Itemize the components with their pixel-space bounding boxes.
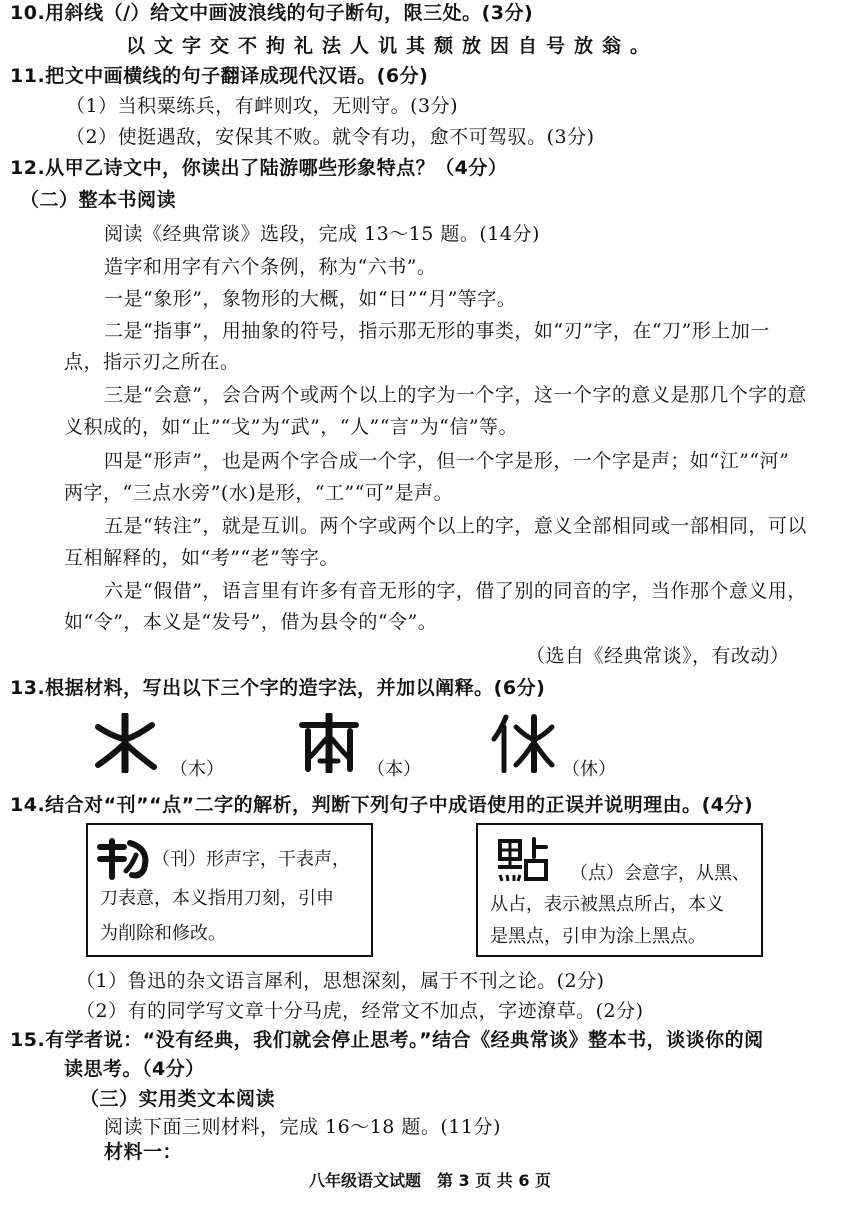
q10-title: 10.用斜线（/）给文中画波浪线的句子断句，限三处。(3分) (10, 2, 534, 24)
seal-caption-mu: （木） (170, 759, 224, 780)
passage-p4a: 三是“会意”，会合两个或两个以上的字为一个字，这一个字的意义是那几个字的意 (104, 384, 807, 406)
passage-p4b: 义积成的，如“止”“戈”为“武”，“人”“言”为“信”等。 (64, 416, 519, 438)
kan-explanation-box (86, 823, 373, 957)
passage-p2: 一是“象形”，象物形的大概，如“日”“月”等字。 (104, 288, 517, 310)
q11-title: 11.把文中画横线的句子翻译成现代汉语。(6分) (10, 65, 429, 87)
passage-p7b: 如“令”，本义是“发号”，借为县令的“令”。 (64, 611, 438, 633)
q12-title: 12.从甲乙诗文中，你读出了陆游哪些形象特点？（4分） (10, 157, 508, 179)
page-footer: 八年级语文试题 第 3 页 共 6 页 (308, 1171, 552, 1190)
passage-intro: 阅读《经典常谈》选段，完成 13～15 题。(14分) (104, 223, 540, 245)
passage-p3b: 点，指示刃之所在。 (64, 351, 240, 373)
dian-explanation-box (476, 823, 763, 957)
kan-line-3: 为削除和修改。 (100, 923, 226, 944)
q10-sentence: 以文字交不拘礼法人讥其颓放因自号放翁。 (126, 35, 659, 57)
q15-line-2: 读思考。（4分） (64, 1058, 205, 1080)
passage-p5b: 两字，“三点水旁”(水)是形，“工”“可”是声。 (64, 482, 454, 504)
section3-intro: 阅读下面三则材料，完成 16～18 题。(11分) (104, 1116, 501, 1138)
q11-sentence-2: （2）使挺遇敌，安保其不败。就令有功，愈不可驾驭。(3分) (66, 126, 595, 148)
passage-p5a: 四是“形声”，也是两个字合成一个字，但一个字是形，一个字是声；如“江”“河” (104, 450, 790, 472)
seal-ben-glyph-icon (296, 713, 362, 773)
q13-title: 13.根据材料，写出以下三个字的造字法，并加以阐释。(6分) (10, 677, 546, 699)
kan-line-2: 刀表意，本义指用刀刻，引申 (100, 888, 334, 909)
passage-p6a: 五是“转注”，就是互训。两个字或两个以上的字，意义全部相同或一部相同，可以 (104, 515, 807, 537)
q14-sentence-2: （2）有的同学写文章十分马虎，经常文不加点，字迹潦草。(2分) (76, 1000, 644, 1022)
passage-p1: 造字和用字有六个条例，称为“六书”。 (104, 256, 437, 278)
seal-dian-glyph-icon (496, 835, 552, 883)
dian-line-3: 是黑点，引申为涂上黑点。 (490, 926, 706, 947)
seal-mu-glyph-icon (92, 713, 158, 773)
section3-heading: （三）实用类文本阅读 (80, 1088, 276, 1110)
seal-xiu-glyph-icon (490, 713, 556, 773)
dian-line-2: 从占，表示被黑点所占，本义 (490, 894, 724, 915)
dian-line-1: （点）会意字，从黑、 (570, 863, 750, 884)
material-one-label: 材料一： (104, 1141, 183, 1163)
passage-p3a: 二是“指事”，用抽象的符号，指示那无形的事类，如“刃”字，在“刀”形上加一 (104, 320, 770, 342)
q14-title: 14.结合对“刊”“点”二字的解析，判断下列句子中成语使用的正误并说明理由。(4分) (10, 794, 754, 816)
q14-sentence-1: （1）鲁迅的杂文语言犀利，思想深刻，属于不刊之论。(2分) (76, 970, 605, 992)
kan-line-1: （刊）形声字，干表声， (152, 849, 350, 870)
q15-line-1: 15.有学者说：“没有经典，我们就会停止思考。”结合《经典常谈》整本书，谈谈你的阅 (10, 1029, 764, 1051)
seal-caption-ben: （本） (367, 759, 421, 780)
passage-p7a: 六是“假借”，语言里有许多有音无形的字，借了别的同音的字，当作那个意义用， (104, 580, 807, 602)
q11-sentence-1: （1）当积粟练兵，有衅则攻，无则守。(3分) (66, 95, 459, 117)
seal-caption-xiu: （休） (562, 759, 616, 780)
passage-p6b: 互相解释的，如“考”“老”等字。 (64, 547, 339, 569)
passage-source: （选自《经典常谈》，有改动） (526, 645, 790, 667)
seal-kan-glyph-icon (96, 835, 154, 881)
section2-heading: （二）整本书阅读 (20, 189, 177, 211)
